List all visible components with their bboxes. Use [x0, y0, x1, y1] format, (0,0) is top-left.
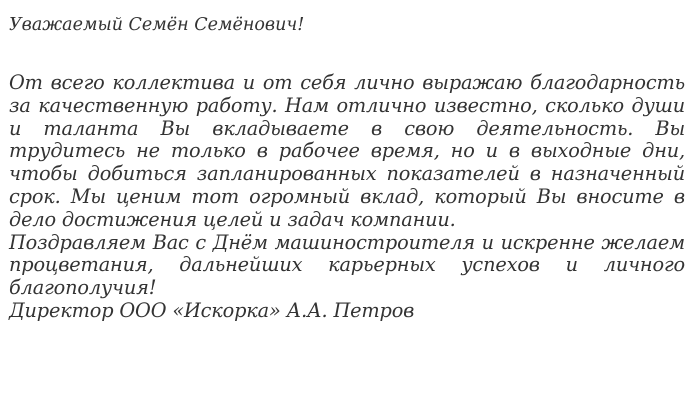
letter-signature: Директор ООО «Искорка» А.А. Петров	[9, 298, 415, 322]
letter-paragraph-congratulation: Поздравляем Вас с Днём машиностроителя и искренне желаем процветания, дальнейших карьерных успехов и личного благополучия!	[9, 230, 685, 300]
letter-paragraph-gratitude: От всего коллектива и от себя лично выражаю благодарность за качественную работу. Нам отлично известно, сколько души и таланта Вы вкладываете в свою деятельность. Вы трудитесь не только в рабочее время, но и в выходные дни, чтобы добиться запланированных показателей в назначенный срок. Мы ценим тот огромный вклад, который Вы вносите в дело достижения целей и задач компании.	[9, 71, 685, 231]
letter-body	[9, 37, 685, 323]
letter-salutation: Уважаемый Семён Семёнович!	[9, 15, 305, 35]
